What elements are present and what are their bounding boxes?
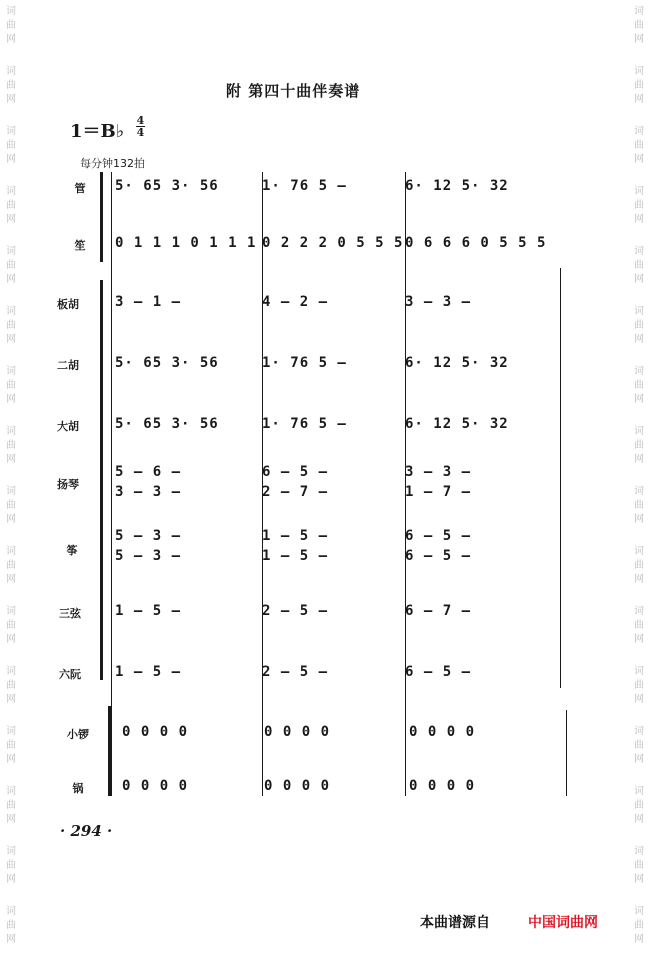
measure: 1· 76 5 —	[262, 416, 347, 432]
measure: 1 — 5 —	[262, 548, 329, 564]
measure: 3 — 3 —	[115, 484, 182, 500]
barline	[111, 172, 112, 796]
measure: 1· 76 5 —	[262, 355, 347, 371]
instrument-label: 筝	[66, 544, 78, 557]
bracket-strings	[100, 280, 107, 680]
time-signature-bottom: 4	[136, 126, 145, 139]
instrument-label: 三弦	[59, 607, 81, 620]
measure: 6 — 5 —	[405, 548, 472, 564]
measure: 0 6 6 6 0 5 5 5	[405, 235, 547, 251]
measure: 3 — 3 —	[405, 464, 472, 480]
measure-group-lower	[115, 548, 560, 564]
measure-group	[115, 664, 560, 680]
barline	[560, 268, 561, 688]
instrument-label: 二胡	[57, 359, 79, 372]
instrument-label: 管	[74, 182, 86, 195]
measure: 1· 76 5 —	[262, 178, 347, 194]
page-number: · 294 ·	[60, 822, 113, 840]
measure-group	[115, 528, 560, 544]
measure: 0 0 0 0	[409, 724, 476, 740]
measure: 2 — 5 —	[262, 664, 329, 680]
time-signature	[136, 115, 145, 138]
measure: 5 — 6 —	[115, 464, 182, 480]
instrument-label: 小锣	[67, 728, 89, 741]
measure: 4 — 2 —	[262, 294, 329, 310]
measure: 6· 12 5· 32	[405, 355, 509, 371]
key-signature: 1＝B♭	[70, 121, 125, 142]
measure: 6· 12 5· 32	[405, 416, 509, 432]
watermark-column-left: 词 曲 网 词 曲 网 词 曲 网 词 曲 网 词 曲 网 词 曲 网 词 曲 网 词 曲 网 词 曲 网 词 曲 网 词 曲 网 词 曲 网 词 曲 网 词 曲 网 词 曲 网 词 曲 网	[6, 6, 16, 945]
instrument-label: 板胡	[57, 298, 79, 311]
measure: 6 — 5 —	[262, 464, 329, 480]
measure: 6 — 5 —	[405, 664, 472, 680]
measure: 5 — 3 —	[115, 528, 182, 544]
measure-group	[115, 355, 560, 371]
measure-group	[115, 603, 560, 619]
measure: 2 — 7 —	[262, 484, 329, 500]
measure-group	[115, 294, 560, 310]
footer-site-link[interactable]: 中国词曲网	[528, 915, 598, 931]
measure: 6 — 7 —	[405, 603, 472, 619]
measure: 6· 12 5· 32	[405, 178, 509, 194]
measure: 5· 65 3· 56	[115, 178, 219, 194]
measure-group	[115, 416, 560, 432]
instrument-label: 锅	[72, 782, 84, 795]
measure-group	[115, 464, 560, 480]
measure: 5· 65 3· 56	[115, 416, 219, 432]
measure-group	[115, 178, 560, 194]
score-title: 附 第四十曲伴奏谱	[226, 82, 361, 100]
measure: 1 — 5 —	[115, 603, 182, 619]
instrument-label: 六阮	[59, 668, 81, 681]
measure: 0 2 2 2 0 5 5 5	[262, 235, 404, 251]
measure: 0 0 0 0	[122, 724, 189, 740]
instrument-label: 笙	[74, 239, 86, 252]
tempo-marking: 每分钟132拍	[80, 157, 145, 170]
measure: 0 1 1 1 0 1 1 1	[115, 235, 257, 251]
bracket-wind	[100, 172, 107, 262]
measure-group-lower	[115, 484, 560, 500]
measure: 6 — 5 —	[405, 528, 472, 544]
instrument-label: 扬琴	[57, 478, 79, 491]
time-signature-top: 4	[136, 114, 145, 127]
measure: 2 — 5 —	[262, 603, 329, 619]
measure: 3 — 3 —	[405, 294, 472, 310]
measure: 1 — 7 —	[405, 484, 472, 500]
measure: 1 — 5 —	[115, 664, 182, 680]
instrument-label: 大胡	[57, 420, 79, 433]
measure: 5· 65 3· 56	[115, 355, 219, 371]
measure: 0 0 0 0	[264, 778, 331, 794]
measure-group	[115, 235, 560, 251]
measure: 0 0 0 0	[122, 778, 189, 794]
measure-group	[122, 724, 567, 740]
measure: 0 0 0 0	[264, 724, 331, 740]
footer-source-label: 本曲谱源自	[420, 915, 490, 931]
measure: 1 — 5 —	[262, 528, 329, 544]
measure: 0 0 0 0	[409, 778, 476, 794]
measure: 3 — 1 —	[115, 294, 182, 310]
measure-group	[122, 778, 567, 794]
watermark-column-right: 词 曲 网 词 曲 网 词 曲 网 词 曲 网 词 曲 网 词 曲 网 词 曲 网 词 曲 网 词 曲 网 词 曲 网 词 曲 网 词 曲 网 词 曲 网 词 曲 网 词 曲 网 词 曲 网	[634, 6, 644, 945]
measure: 5 — 3 —	[115, 548, 182, 564]
